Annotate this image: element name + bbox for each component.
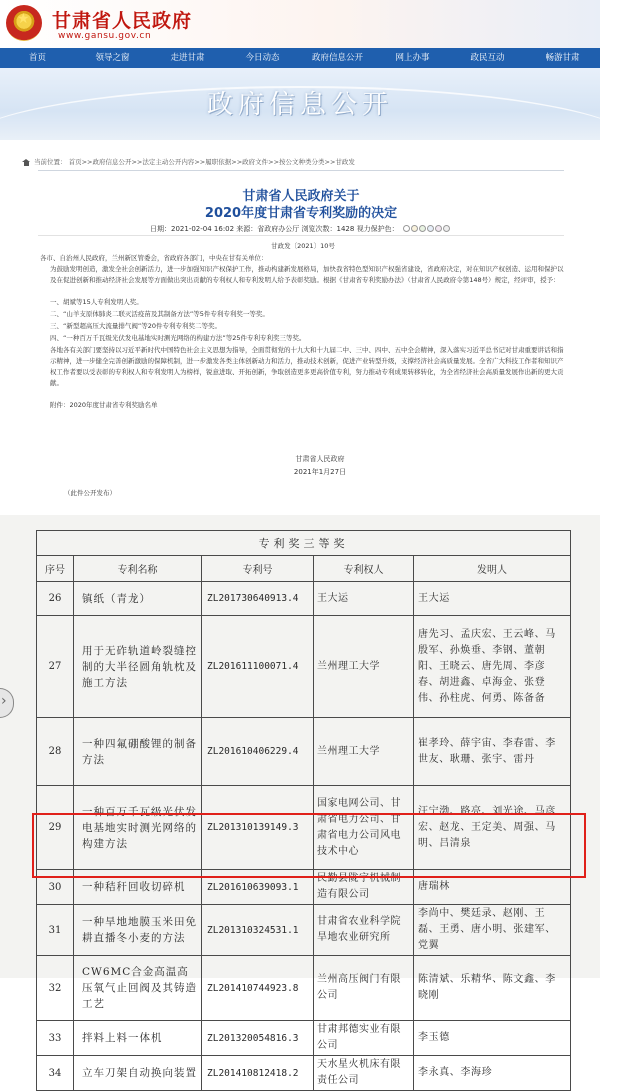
document-title-line1: 甘肃省人民政府关于 (242, 189, 360, 204)
column-header: 专利权人 (314, 556, 414, 582)
patent-owner: 甘肃省农业科学院旱地农业研究所 (314, 905, 414, 956)
divider (38, 170, 564, 171)
protect-color-swatch[interactable] (435, 225, 442, 232)
patent-name: CW6MC合金高温高压氧气止回阀及其铸造工艺 (74, 956, 202, 1021)
site-title[interactable]: 甘肃省人民政府 (52, 10, 193, 32)
website-capture (0, 0, 600, 515)
banner-title: 政府信息公开 (206, 90, 393, 120)
table-row (37, 582, 571, 616)
patent-name: 一种百万千瓦级光伏发电基地实时测光网络的构建方法 (74, 786, 202, 870)
protect-color-swatch[interactable] (419, 225, 426, 232)
inventors: 唐先习、孟庆宏、王云峰、马殷军、孙焕垂、李钢、董朝阳、王晓云、唐先周、李彦春、胡进鑫、卓海金、张登伟、孙柱虎、何勇、陈备备 (414, 616, 571, 718)
nav-item[interactable]: 走进甘肃 (170, 53, 205, 63)
row-number: 28 (37, 718, 74, 786)
patent-owner: 甘肃邦德实业有限公司 (314, 1021, 414, 1056)
inventors: 李尚中、樊廷录、赵刚、王磊、王勇、唐小明、张建军、党翼 (414, 905, 571, 956)
publish-note: （此件公开发布） (64, 489, 116, 497)
paragraph-intro: 为鼓励发明创造，激发全社会创新活力，进一步加强知识产权保护工作，推动构建新发展格局，加快我省特色型知识产权强省建设，省政府决定，对在知识产权创造、运用和保护以及在促进创新和推动经济社会发展等方面做出突出贡献的专利权人和专利发明人给予表彰奖励。根据《甘肃省专利奖励办法》（甘肃省人民政府令第148号）规定，经评审，授予： (50, 265, 564, 284)
inventors: 李玉德 (414, 1021, 571, 1056)
inventors: 唐瑞林 (414, 870, 571, 905)
nav-item[interactable]: 政府信息公开 (311, 53, 363, 63)
paragraph-item2: 二、“山羊支原体肺炎二联灭活疫苗及其制备方法”等5件专利专利奖一等奖。 (50, 310, 269, 318)
column-header: 序号 (37, 556, 74, 582)
inventors: 王大运 (414, 582, 571, 616)
row-number: 27 (37, 616, 74, 718)
site-header (0, 0, 600, 48)
signature-date: 2021年1月27日 (293, 468, 347, 476)
nav-item[interactable]: 今日动态 (245, 53, 280, 63)
divider (38, 235, 564, 236)
patent-owner: 国家电网公司、甘肃省电力公司、甘肃省电力公司风电技术中心 (314, 786, 414, 870)
paragraph-item3: 三、“新型超高压大流量排气阀”等20件专利专利奖二等奖。 (50, 322, 222, 330)
table-row (37, 905, 571, 956)
patent-name: 用于无砟轨道岭裂缝控制的大半径圆角轨枕及施工方法 (74, 616, 202, 718)
award-table (36, 530, 571, 1091)
patent-number: ZL201410744923.8 (202, 956, 314, 1021)
breadcrumb-text[interactable]: 当前位置： 首页>>政府信息公开>>法定主动公开内容>>履职依据>>政府文件>>按公文种类分类>>甘政发 (34, 158, 355, 166)
row-number: 34 (37, 1056, 74, 1091)
patent-name: 拌料上料一体机 (74, 1021, 202, 1056)
patent-number: ZL201611100071.4 (202, 616, 314, 718)
patent-name: 一种旱地地膜玉米田免耕直播冬小麦的方法 (74, 905, 202, 956)
column-header: 专利号 (202, 556, 314, 582)
patent-name: 立车刀架自动换向装置 (74, 1056, 202, 1091)
patent-owner: 兰州理工大学 (314, 718, 414, 786)
breadcrumb[interactable] (22, 157, 355, 166)
table-row (37, 956, 571, 1021)
attachment-link[interactable]: 附件：2020年度甘肃省专利奖励名单 (50, 401, 158, 409)
patent-owner: 天水星火机床有限责任公司 (314, 1056, 414, 1091)
patent-number: ZL201310324531.1 (202, 905, 314, 956)
patent-owner: 民勤县陇宇机械制造有限公司 (314, 870, 414, 905)
patent-owner: 王大运 (314, 582, 414, 616)
row-number: 31 (37, 905, 74, 956)
row-number: 33 (37, 1021, 74, 1056)
site-url: www.gansu.gov.cn (58, 31, 152, 41)
home-icon (22, 159, 30, 166)
paragraph-salutation: 各市、自治州人民政府，兰州新区管委会，省政府各部门，中央在甘有关单位： (40, 254, 268, 262)
patent-name: 一种四氟硼酸锂的制备方法 (74, 718, 202, 786)
table-row (37, 1021, 571, 1056)
doc-number: 甘政发〔2021〕10号 (271, 242, 335, 250)
patent-number: ZL201730640913.4 (202, 582, 314, 616)
document-title-line2: 2020年度甘肃省专利奖励的决定 (204, 206, 398, 221)
patent-owner: 兰州高压阀门有限公司 (314, 956, 414, 1021)
patent-number: ZL201610639093.1 (202, 870, 314, 905)
patent-number: ZL201610406229.4 (202, 718, 314, 786)
nav-item[interactable]: 政民互动 (470, 53, 505, 63)
table-row (37, 1056, 571, 1091)
inventors: 汪宁渤、路亮、刘光途、马彦宏、赵龙、王定美、周强、马明、吕清泉 (414, 786, 571, 870)
protect-color-swatch[interactable] (443, 225, 450, 232)
inventors: 陈清斌、乐精华、陈文鑫、李晓刚 (414, 956, 571, 1021)
column-header: 专利名称 (74, 556, 202, 582)
patent-number: ZL201410812418.2 (202, 1056, 314, 1091)
table-row (37, 786, 571, 870)
row-number: 30 (37, 870, 74, 905)
paragraph-item4: 四、“一种百万千瓦级光伏发电基地实时测光网络的构建方法”等25件专利专利奖三等奖。 (50, 334, 306, 342)
meta-text: 日期：2021-02-04 16:02 来源：省政府办公厅 浏览次数：1428 视力保护色： (150, 225, 399, 233)
document-meta (150, 224, 451, 234)
table-row (37, 870, 571, 905)
row-number: 29 (37, 786, 74, 870)
table-row (37, 616, 571, 718)
inventors: 崔孝玲、薛宇宙、李春雷、李世友、耿珊、张宇、雷丹 (414, 718, 571, 786)
patent-number: ZL201310139149.3 (202, 786, 314, 870)
patent-name: 一种秸秆回收切碎机 (74, 870, 202, 905)
patent-number: ZL201320054816.3 (202, 1021, 314, 1056)
protect-color-swatch[interactable] (411, 225, 418, 232)
table-caption: 专利奖三等奖 (37, 531, 571, 556)
signature: 甘肃省人民政府 (295, 455, 345, 463)
inventors: 李永真、李海珍 (414, 1056, 571, 1091)
row-number: 26 (37, 582, 74, 616)
row-number: 32 (37, 956, 74, 1021)
national-emblem-icon: ★ (6, 5, 42, 41)
paragraph-call: 各地各有关部门要坚持以习近平新时代中国特色社会主义思想为指导，全面贯彻党的十九大和十九届二中、三中、四中、五中全会精神，深入落实习近平总书记对甘肃重要讲话和指示精神，进一步健全完善创新激励的保障机制，进一步激发各类主体创新动力和活力，推动技术创新，促进产业转型升级，支撑经济社会高质量发展。全省广大科技工作者和知识产权工作者要以受表彰的专利权人和专利发明人为榜样，锐意进取、开拓创新，争取创造更多更高价值专利，努力推动专利成果转移转化，为全省经济社会高质量发展作出新的更大贡献。 (50, 346, 564, 387)
nav-item[interactable]: 畅游甘肃 (545, 53, 580, 63)
main-nav (0, 48, 600, 68)
eye-protect-color-picker[interactable] (403, 225, 451, 234)
column-header: 发明人 (414, 556, 571, 582)
protect-color-swatch[interactable] (427, 225, 434, 232)
patent-owner: 兰州理工大学 (314, 616, 414, 718)
patent-name: 镇纸（青龙） (74, 582, 202, 616)
nav-item[interactable]: 网上办事 (395, 53, 430, 63)
paragraph-item1: 一、胡斌等15人专利发明人奖。 (50, 298, 143, 306)
section-banner (0, 68, 600, 140)
nav-item[interactable]: 首页 (28, 53, 46, 63)
table-row (37, 718, 571, 786)
protect-color-swatch[interactable] (403, 225, 410, 232)
nav-item[interactable]: 领导之窗 (95, 53, 130, 63)
